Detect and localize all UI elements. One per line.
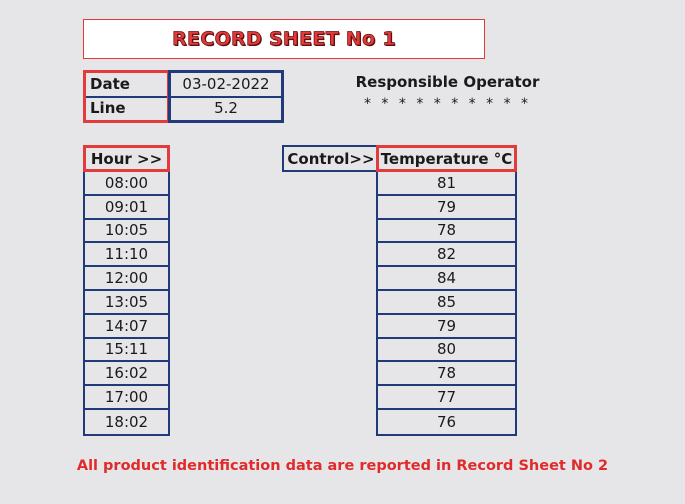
temperature-cell: 80 — [378, 339, 515, 363]
temperature-header: Temperature °C — [376, 145, 517, 172]
hour-cell: 14:07 — [85, 315, 168, 339]
temperature-cell: 81 — [378, 172, 515, 196]
hour-cell: 12:00 — [85, 267, 168, 291]
line-value: 5.2 — [214, 99, 238, 117]
temperature-cell: 79 — [378, 315, 515, 339]
date-value: 03-02-2022 — [182, 75, 270, 93]
page-title: RECORD SHEET No 1 — [172, 28, 396, 50]
line-label: Line — [90, 99, 126, 117]
hour-cell: 08:00 — [85, 172, 168, 196]
hour-cell: 17:00 — [85, 386, 168, 410]
hour-cell: 11:10 — [85, 243, 168, 267]
info-values-box — [168, 70, 284, 123]
temperature-cell: 78 — [378, 362, 515, 386]
hour-cell: 16:02 — [85, 362, 168, 386]
temperature-cell: 85 — [378, 291, 515, 315]
footer-note: All product identification data are reported in Record Sheet No 2 — [76, 458, 609, 474]
hour-header: Hour >> — [83, 145, 170, 172]
temperature-cell: 76 — [436, 412, 457, 431]
hour-cell: 15:11 — [85, 339, 168, 363]
operator-value: * * * * * * * * * * — [363, 96, 532, 112]
info-divider — [86, 96, 167, 98]
hour-cell: 10:05 — [85, 220, 168, 244]
temperature-column — [376, 172, 517, 436]
title-banner — [83, 19, 485, 59]
info-labels-box — [83, 70, 170, 123]
hour-cell: 13:05 — [85, 291, 168, 315]
hour-cell: 18:02 — [104, 412, 149, 431]
info-divider — [171, 96, 281, 98]
temperature-cell: 79 — [378, 196, 515, 220]
hour-column — [83, 172, 170, 436]
hour-cell: 09:01 — [85, 196, 168, 220]
temperature-cell: 82 — [378, 243, 515, 267]
operator-label: Responsible Operator — [355, 73, 540, 91]
control-header: Control>> — [282, 145, 378, 172]
date-label: Date — [90, 75, 130, 93]
temperature-cell: 77 — [378, 386, 515, 410]
temperature-cell: 78 — [378, 220, 515, 244]
temperature-cell: 84 — [378, 267, 515, 291]
